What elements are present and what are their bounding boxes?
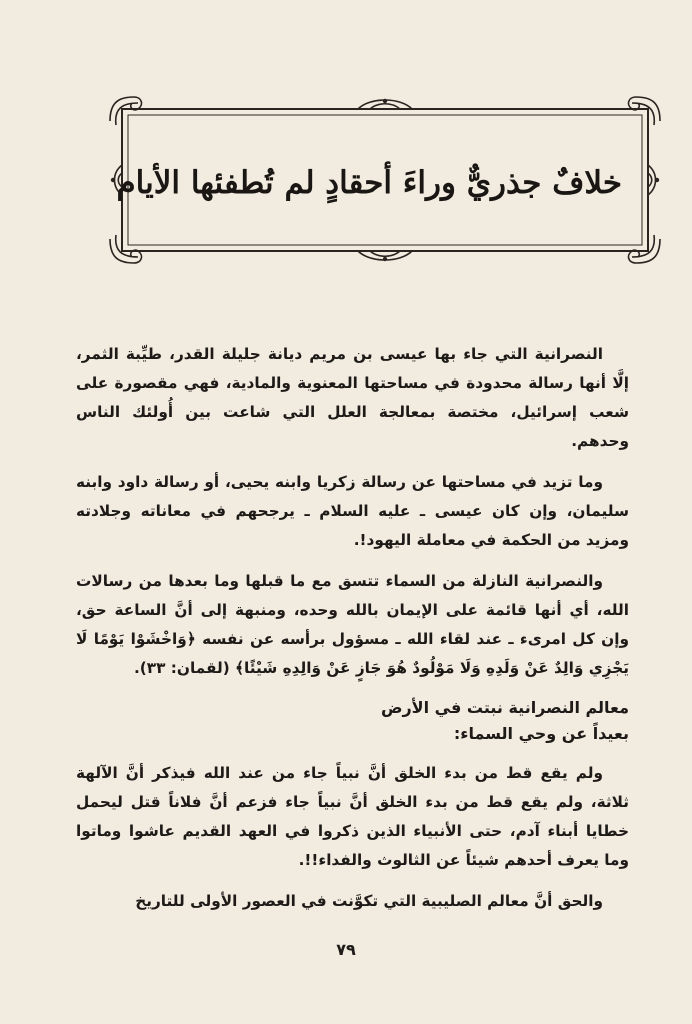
body-text [76,340,629,928]
paragraph-3: والنصرانية النازلة من السماء تتسق مع ما قبلها وما بعدها من رسالات الله، أي أنها قائمة على الإيمان بالله وحده، ومنبهة إلى أنَّ الساعة حق، وإن كل امرىء ـ عند لقاء الله ـ مسؤول برأسه عن نفسه ﴿وَاخْشَوْا يَوْمًا لَا يَجْزِي وَالِدٌ عَنْ وَلَدِهِ وَلَا مَوْلُودٌ هُوَ جَازٍ عَنْ وَالِدِهِ شَيْئًا﴾ (لقمان: ٣٣). [76,572,629,677]
paragraph-1: النصرانية التي جاء بها عيسى بن مريم ديانة جليلة القدر، طيِّبة الثمر، إلَّا أنها رسالة محدودة في مساحتها المعنوية والمادية، فهي مقصورة على شعب إسرائيل، مختصة بمعالجة العلل التي شاعت بين أُولئك الناس وحدهم. [76,345,629,450]
paragraph-5: والحق أنَّ معالم الصليبية التي تكوَّنت في العصور الأولى للتاريخ [135,892,603,910]
page-number: ٧٩ [336,940,356,959]
paragraph-4: ولم يقع قط من بدء الخلق أنَّ نبياً جاء من عند الله فيذكر أنَّ الآلهة ثلاثة، ولم يقع قط من بدء الخلق أنَّ نبياً جاء فزعم أنَّ فلاناً قتل ليحمل خطايا أبناء آدم، حتى الأنبياء الذين ذكروا في العهد القديم عاشوا وماتوا وما يعرف أحدهم شيئاً عن الثالوث والفداء!!. [76,764,629,869]
section-heading-line-2: بعيداً عن وحي السماء: [453,724,629,743]
chapter-title-frame [108,95,662,265]
section-heading-line-1: معالم النصرانية نبتت في الأرض [380,698,629,717]
chapter-title: خلافٌ جذريٌّ وراءَ أحقادٍ لم تُطفئها الأيام [116,165,622,201]
paragraph-2: وما تزيد في مساحتها عن رسالة زكريا وابنه يحيى، أو رسالة داود وابنه سليمان، وإن كان عيسى ـ عليه السلام ـ يرجحهم في معاناته وجلادته ومزيد من الحكمة في معاملة اليهود!. [76,473,629,549]
section-heading [76,695,629,747]
